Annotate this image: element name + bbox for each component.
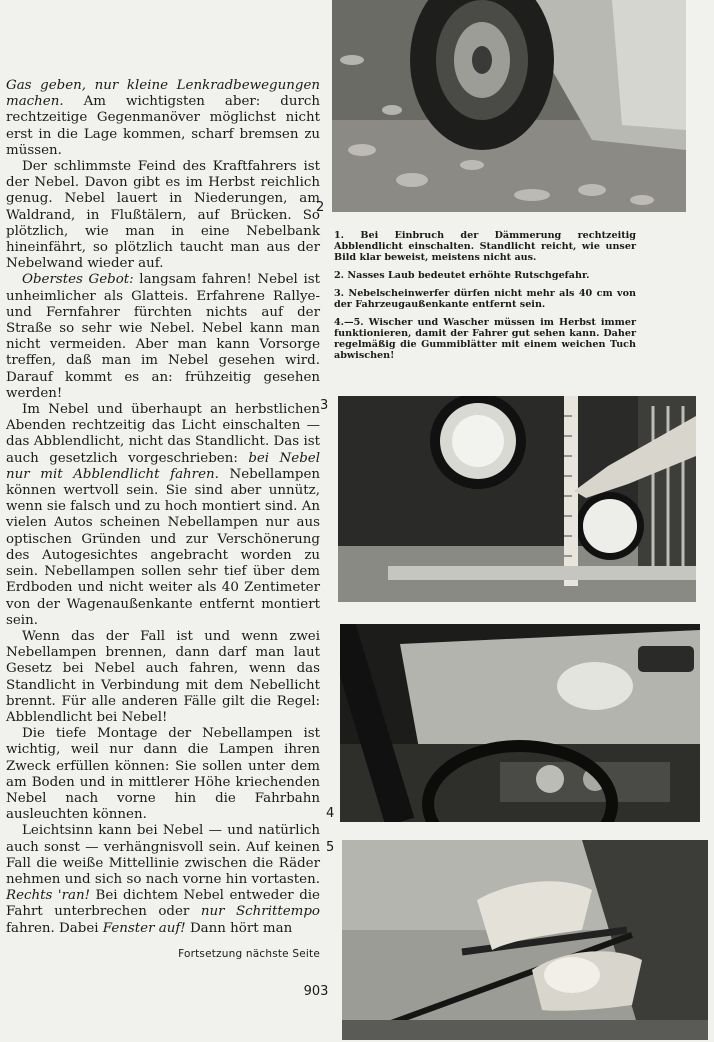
italic-phrase: bei Nebel nur mit Abblendlicht fahren.	[6, 450, 320, 482]
article-text	[6, 78, 320, 937]
photo-car-wheel-leaves	[332, 0, 686, 212]
continued-note: Fortsetzung nächste Seite	[178, 948, 320, 960]
figure-captions	[334, 230, 636, 368]
paragraph-7-end: Dann hört man	[185, 920, 293, 936]
paragraph-4-start: Im Nebel und überhaupt an herbstlichen Abenden rechtzeitig das Licht einschalten — das Abblendlicht, nicht das Standlicht. Das ist auch gesetzlich vorgeschrieben:	[6, 402, 320, 466]
figure-number-2: 2	[316, 200, 325, 215]
paragraph-4	[6, 402, 320, 629]
italic-phrase: Fenster auf!	[102, 920, 186, 936]
figure-number-4: 4	[326, 806, 335, 821]
italic-phrase: nur Schrittempo	[200, 904, 320, 920]
paragraph-5: Wenn das der Fall ist und wenn zwei Nebellampen brennen, dann darf man laut Gesetz bei Nebel auch fahren, wenn das Standlicht in Verbindung mit dem Nebellicht brennt. Für alle anderen Fälle gilt die Regel: Abblendlicht bei Nebel!	[6, 628, 320, 725]
caption-2: 2. Nasses Laub bedeutet erhöhte Rutschgefahr.	[334, 270, 590, 281]
paragraph-7-start: Leichtsinn kann bei Nebel — und natürlich auch sonst — verhängnisvoll sein. Auf keinen Fall die weiße Mittellinie zwischen die Räder nehmen und sich so nach vorne hin vortasten.	[6, 823, 320, 887]
paragraph-3-rest: langsam fahren! Nebel ist unheimlicher als Glatteis. Erfahrene Rallye- und Fernfahrer fürchten nichts auf der Straße so sehr wie Nebel. Nebel kann man nicht vermeiden. Aber man kann Vorsorge treffen, daß man im Nebel gesehen wird. Darauf kommt es an: frühzeitig gesehen werden!	[6, 272, 320, 401]
paragraph-1	[6, 78, 320, 159]
figure-number-5: 5	[326, 840, 335, 855]
photo-wiper-blade-cleaning	[342, 840, 708, 1040]
italic-phrase: Rechts 'ran!	[6, 888, 90, 904]
paragraph-4-rest: Nebellampen können wertvoll sein. Sie sind aber unnütz, wenn sie falsch und zu hoch montiert sind. An vielen Autos scheinen Nebellampen nur aus optischen Gründen und zur Verschönerung des Autogesichtes angebracht worden zu sein. Nebellampen sollen sehr tief über dem Erdboden und nicht weiter als 40 Zentimeter von der Wagenaußenkante entfernt montiert sein.	[6, 466, 320, 628]
photo-fog-lamp-measurement	[338, 396, 696, 602]
paragraph-2: Der schlimmste Feind des Kraftfahrers ist der Nebel. Davon gibt es im Herbst reichlich genug. Nebel lauert in Niederungen, am Waldrand, in Flußtälern, auf Brücken. So plötzlich, wie man in eine Nebelbank hineinfährt, so plötzlich taucht man aus der Nebelwand wieder auf.	[6, 159, 320, 272]
page-number: 903	[303, 984, 329, 999]
photo-windscreen-dashboard	[340, 624, 700, 822]
caption-3: 3. Nebelscheinwerfer dürfen nicht mehr als 40 cm von der Fahrzeugaußenkante entfernt sein.	[334, 288, 636, 310]
paragraph-7-mid2: fahren. Dabei	[6, 920, 103, 936]
italic-phrase: Oberstes Gebot:	[22, 272, 134, 288]
italic-phrase: Gas geben, nur kleine Lenkradbewegungen machen.	[6, 78, 320, 110]
paragraph-7	[6, 823, 320, 936]
paragraph-1-rest: Am wichtigsten aber: durch rechtzeitige Gegenmanöver möglichst nicht erst in die Lage kommen, scharf bremsen zu müssen.	[6, 94, 320, 158]
figure-number-3: 3	[320, 398, 329, 413]
paragraph-6: Die tiefe Montage der Nebellampen ist wichtig, weil nur dann die Lampen ihren Zweck erfüllen können: Sie sollen unter dem am Boden und in mittlerer Höhe kriechenden Nebel nach vorne hin die Fahrbahn ausleuchten können.	[6, 726, 320, 823]
caption-1: 1. Bei Einbruch der Dämmerung rechtzeitig Abblendlicht einschalten. Standlicht reicht, wie unser Bild klar beweist, meistens nicht aus.	[334, 230, 636, 263]
caption-4-5: 4.—5. Wischer und Wascher müssen im Herbst immer funktionieren, damit der Fahrer gut sehen kann. Daher regelmäßig die Gummiblätter mit einem weichen Tuch abwischen!	[334, 317, 636, 361]
paragraph-7-mid: Bei dichtem Nebel entweder die Fahrt unterbrechen oder	[6, 888, 320, 920]
paragraph-3	[6, 272, 320, 402]
